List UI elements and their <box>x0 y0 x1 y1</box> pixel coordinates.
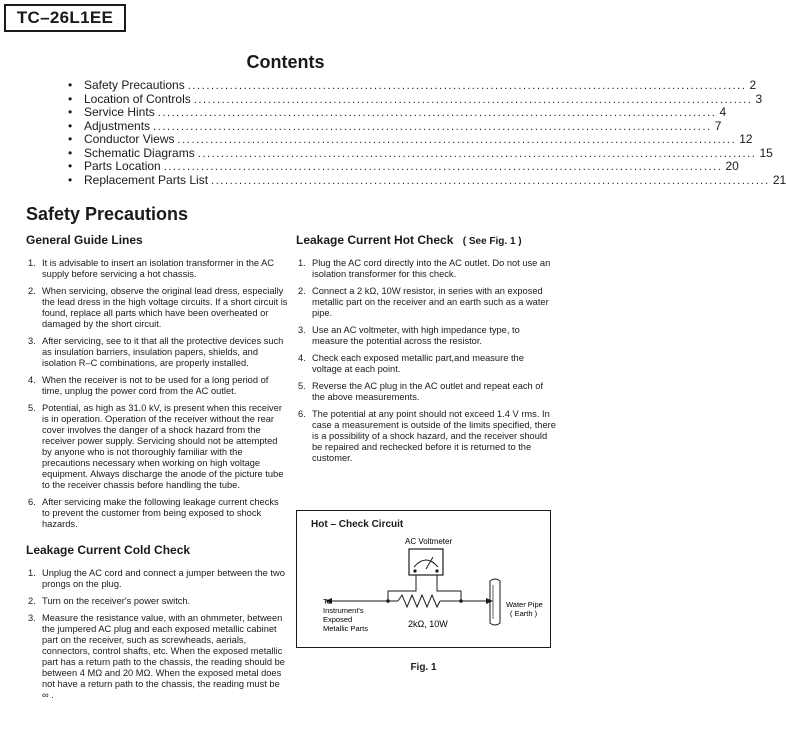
list-item <box>26 403 288 491</box>
figure-title: Hot – Check Circuit <box>311 519 404 530</box>
item-number: 5. <box>28 403 36 413</box>
item-number: 2. <box>298 286 306 296</box>
list-item <box>26 336 288 369</box>
list-item <box>296 409 556 464</box>
item-number: 4. <box>28 375 36 385</box>
bullet-icon: • <box>68 91 73 106</box>
item-number: 2. <box>28 596 36 606</box>
toc-item-page: 4 <box>719 105 727 119</box>
toc-item-label: Replacement Parts List <box>84 172 209 187</box>
item-text: Check each exposed metallic part,and measure the voltage at each point. <box>312 353 524 374</box>
toc-item-page: 15 <box>759 145 773 160</box>
item-number: 6. <box>298 409 306 419</box>
left-label-line: Metallic Parts <box>323 624 369 633</box>
right-column <box>296 232 556 470</box>
toc-item-label: Schematic Diagrams <box>84 145 195 160</box>
toc-item-label: Location of Controls <box>84 91 191 106</box>
left-label-line: Exposed <box>323 615 353 624</box>
hot-check-circuit-figure <box>296 510 551 648</box>
list-item <box>26 596 288 607</box>
toc-item-page: 2 <box>749 78 757 92</box>
item-text: The potential at any point should not exceed 1.4 V rms. In case a measurement is outside of the limits specified, there is a possibility of a shock hazard, and the receiver should be repaired and rechecked before it is returned to the customer. <box>312 409 556 463</box>
general-guidelines-list <box>26 258 288 530</box>
toc-item <box>68 91 763 107</box>
item-text: Plug the AC cord directly into the AC outlet. Do not use an isolation transformer for this check. <box>312 258 551 279</box>
resistor-symbol <box>398 595 440 607</box>
item-number: 1. <box>28 568 36 578</box>
hot-check-heading-row <box>296 232 556 248</box>
left-label-line: To <box>323 597 331 606</box>
toc-leader-dots: ........................................................................................................................ <box>177 134 737 146</box>
list-item <box>26 375 288 397</box>
bullet-icon: • <box>68 78 73 92</box>
item-text: Connect a 2 kΩ, 10W resistor, in series with an exposed metallic part on the receiver and an earth such as a water pipe. <box>312 286 549 318</box>
item-text: When servicing, observe the original lead dress, especially the lead dress in the high voltage circuits. If a short circuit is found, replace all parts which have been overheated or damaged by the short circuit. <box>42 286 288 329</box>
toc-item-page: 21 <box>772 172 786 187</box>
hot-check-figure-ref: ( See Fig. 1 ) <box>462 236 522 247</box>
list-item <box>296 381 556 403</box>
item-number: 2. <box>28 286 36 296</box>
general-guidelines-heading: General Guide Lines <box>26 233 143 247</box>
resistor-label: 2kΩ, 10W <box>408 619 448 629</box>
item-number: 1. <box>28 258 36 268</box>
item-text: When the receiver is not to be used for a long period of time, unplug the power cord from the AC outlet. <box>42 375 269 396</box>
cold-check-list <box>26 568 288 701</box>
toc-item <box>68 132 753 147</box>
toc-leader-dots: ........................................................................................................................ <box>153 120 712 133</box>
item-number: 1. <box>298 258 306 268</box>
contents-title: Contents <box>246 52 325 72</box>
water-pipe-label: Water Pipe <box>506 600 543 609</box>
toc-item <box>68 159 739 174</box>
item-text: Measure the resistance value, with an ohmmeter, between the jumpered AC plug and each exposed metallic cabinet part on the receiver, such as screwheads, aerials, connectors, control shafts, etc. When the exposed metallic part has a return path to the chassis, the reading should be between 4 MΩ and 20 MΩ. When the exposed metal does not have a return path to the chassis, the reading must be ∞ . <box>42 613 285 700</box>
toc-leader-dots: ........................................................................................................................ <box>187 80 747 92</box>
list-item <box>26 286 288 330</box>
item-number: 3. <box>28 613 36 623</box>
toc-item-label: Service Hints <box>84 105 155 119</box>
model-number: TC–26L1EE <box>16 8 114 27</box>
toc-leader-dots: ........................................................................................................................ <box>163 161 723 173</box>
toc-item <box>68 145 773 161</box>
item-number: 3. <box>298 325 306 335</box>
item-text: It is advisable to insert an isolation transformer in the AC supply before servicing a hot chassis. <box>42 258 275 279</box>
toc-leader-dots: ........................................................................................................................ <box>193 93 753 106</box>
toc-item-page: 20 <box>725 159 739 173</box>
toc-item-label: Safety Precautions <box>84 78 185 92</box>
toc-item <box>68 105 727 120</box>
list-item <box>26 497 288 530</box>
list-item <box>26 613 288 701</box>
circuit-diagram <box>297 511 550 647</box>
bullet-icon: • <box>68 132 73 146</box>
toc-leader-dots: ........................................................................................................................ <box>157 107 717 119</box>
item-text: Reverse the AC plug in the AC outlet and repeat each of the above measurements. <box>312 381 544 402</box>
item-text: Potential, as high as 31.0 kV, is present when this receiver is in operation. Operation of the receiver without the rear cover involves the danger of a shock hazard from the receiver power supply. Servicing should not be attempted by anyone who is not thoroughly familiar with the precautions necessary when working on high voltage equipment. Always discharge the anode of the picture tube to the receiver chassis before handling the tube. <box>42 403 284 490</box>
item-text: After servicing make the following leakage current checks to prevent the customer from being exposed to shock hazards. <box>42 497 279 529</box>
model-number-box <box>4 4 126 32</box>
hot-check-list <box>296 258 556 464</box>
cold-check-heading: Leakage Current Cold Check <box>26 543 191 557</box>
list-item <box>296 258 556 280</box>
list-item <box>296 353 556 375</box>
safety-title: Safety Precautions <box>26 204 189 224</box>
list-item <box>26 258 288 280</box>
voltmeter-label: AC Voltmeter <box>405 537 453 546</box>
item-number: 3. <box>28 336 36 346</box>
bullet-icon: • <box>68 105 73 119</box>
left-column <box>26 232 288 707</box>
toc-item-page: 3 <box>755 91 763 106</box>
toc-item <box>68 118 722 134</box>
left-label <box>323 597 368 633</box>
toc-item-label: Parts Location <box>84 159 161 173</box>
toc-item-label: Adjustments <box>84 118 151 133</box>
table-of-contents <box>68 78 786 187</box>
bullet-icon: • <box>68 159 73 173</box>
bullet-icon: • <box>68 118 73 133</box>
list-item <box>296 286 556 319</box>
list-item <box>26 568 288 590</box>
bullet-icon: • <box>68 145 73 160</box>
item-number: 5. <box>298 381 306 391</box>
item-text: After servicing, see to it that all the protective devices such as insulation barriers, insulation papers, shields, and isolation R–C combinations, are properly installed. <box>42 336 284 368</box>
water-pipe-icon <box>490 579 500 625</box>
list-item <box>296 325 556 347</box>
voltmeter-icon <box>409 549 443 575</box>
toc-item-label: Conductor Views <box>84 132 175 146</box>
bullet-icon: • <box>68 172 73 187</box>
item-number: 4. <box>298 353 306 363</box>
item-number: 6. <box>28 497 36 507</box>
toc-item-page: 12 <box>739 132 753 146</box>
left-label-line: Instrument's <box>323 606 364 615</box>
toc-leader-dots: ........................................................................................................................ <box>197 147 757 160</box>
toc-item <box>68 172 786 188</box>
toc-leader-dots: ........................................................................................................................ <box>211 174 770 187</box>
figure-caption: Fig. 1 <box>410 662 437 673</box>
hot-check-heading: Leakage Current Hot Check <box>296 233 454 247</box>
earth-label: ( Earth ) <box>510 609 538 618</box>
item-text: Unplug the AC cord and connect a jumper between the two prongs on the plug. <box>42 568 285 589</box>
item-text: Turn on the receiver's power switch. <box>42 596 191 606</box>
item-text: Use an AC voltmeter, with high impedance type, to measure the potential across the resistor. <box>312 325 520 346</box>
toc-item <box>68 78 757 93</box>
toc-item-page: 7 <box>714 118 722 133</box>
